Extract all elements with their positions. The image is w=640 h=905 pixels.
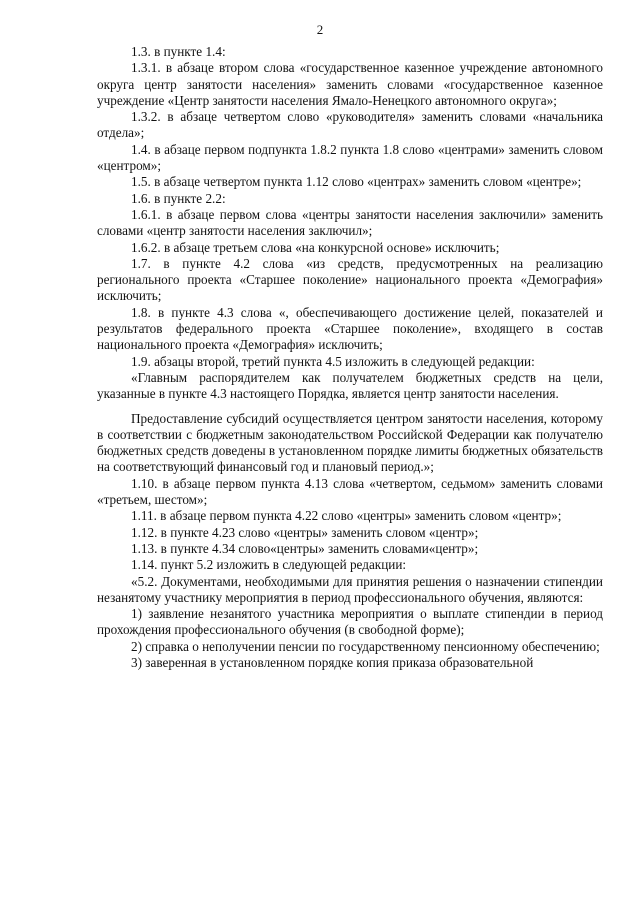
paragraph: «5.2. Документами, необходимыми для принятия решения о назначении стипендии незанятому участнику мероприятия в период профессионального обучения, являются: (97, 573, 603, 605)
paragraph: 1.10. в абзаце первом пункта 4.13 слова «четвертом, седьмом» заменить словами «третьем, шестом»; (97, 475, 603, 508)
paragraph: 1.3.2. в абзаце четвертом слово «руководителя» заменить словами «начальника отдела»; (97, 109, 603, 141)
document-body (97, 44, 603, 671)
paragraph: 1.6.2. в абзаце третьем слова «на конкурсной основе» исключить; (131, 239, 500, 255)
paragraph: Предоставление субсидий осуществляется центром занятости населения, которому в соответствии с бюджетным законодательством Российской Федерации как получателю бюджетных средств доведены в установленном порядке лимиты бюджетных обязательств на соответствующий финансовый год и плановый период.»; (97, 410, 603, 475)
paragraph: 1) заявление незанятого участника мероприятия о выплате стипендии в период прохождения профессионального обучения (в свободной форме); (97, 606, 603, 638)
paragraph: 1.6.1. в абзаце первом слова «центры занятости населения заключили» заменить словами «центр занятости населения заключил»; (97, 206, 603, 239)
paragraph: 1.12. в пункте 4.23 слово «центры» заменить словом «центр»; (131, 524, 479, 540)
paragraph: 1.3.1. в абзаце втором слова «государственное казенное учреждение автономного округа центр занятости населения» заменить словами «государственное казенное учреждение «Центр занятости населения Ямало-Ненецкого автономного округа»; (97, 60, 603, 108)
paragraph: «Главным распорядителем как получателем бюджетных средств на цели, указанные в пункте 4.3 настоящего Порядка, является центр занятости населения. (97, 369, 603, 402)
paragraph: 1.5. в абзаце четвертом пункта 1.12 слово «центрах» заменить словом «центре»; (131, 174, 582, 190)
paragraph: 1.4. в абзаце первом подпункта 1.8.2 пункта 1.8 слово «центрами» заменить словом «центром»; (97, 141, 603, 174)
paragraph: 1.11. в абзаце первом пункта 4.22 слово «центры» заменить словом «центр»; (131, 508, 562, 524)
paragraph: 1.13. в пункте 4.34 слово«центры» заменить словами«центр»; (131, 540, 479, 556)
paragraph: 2) справка о неполучении пенсии по государственному пенсионному обеспечению; (131, 638, 600, 654)
paragraph: 1.7. в пункте 4.2 слова «из средств, предусмотренных на реализацию регионального проекта «Старшее поколение» национального проекта «Демография» исключить; (97, 255, 603, 304)
paragraph: 1.9. абзацы второй, третий пункта 4.5 изложить в следующей редакции: (131, 353, 535, 369)
paragraph: 3) заверенная в установленном порядке копия приказа образовательной (131, 654, 534, 670)
page-number: 2 (316, 22, 324, 37)
paragraph: 1.3. в пункте 1.4: (131, 44, 226, 59)
paragraph: 1.14. пункт 5.2 изложить в следующей редакции: (131, 557, 407, 573)
paragraph: 1.6. в пункте 2.2: (131, 190, 226, 206)
paragraph: 1.8. в пункте 4.3 слова «, обеспечивающего достижение целей, показателей и результатов федерального проекта «Старшее поколение», входящего в состав национального проекта «Демография» исключить; (97, 304, 603, 353)
